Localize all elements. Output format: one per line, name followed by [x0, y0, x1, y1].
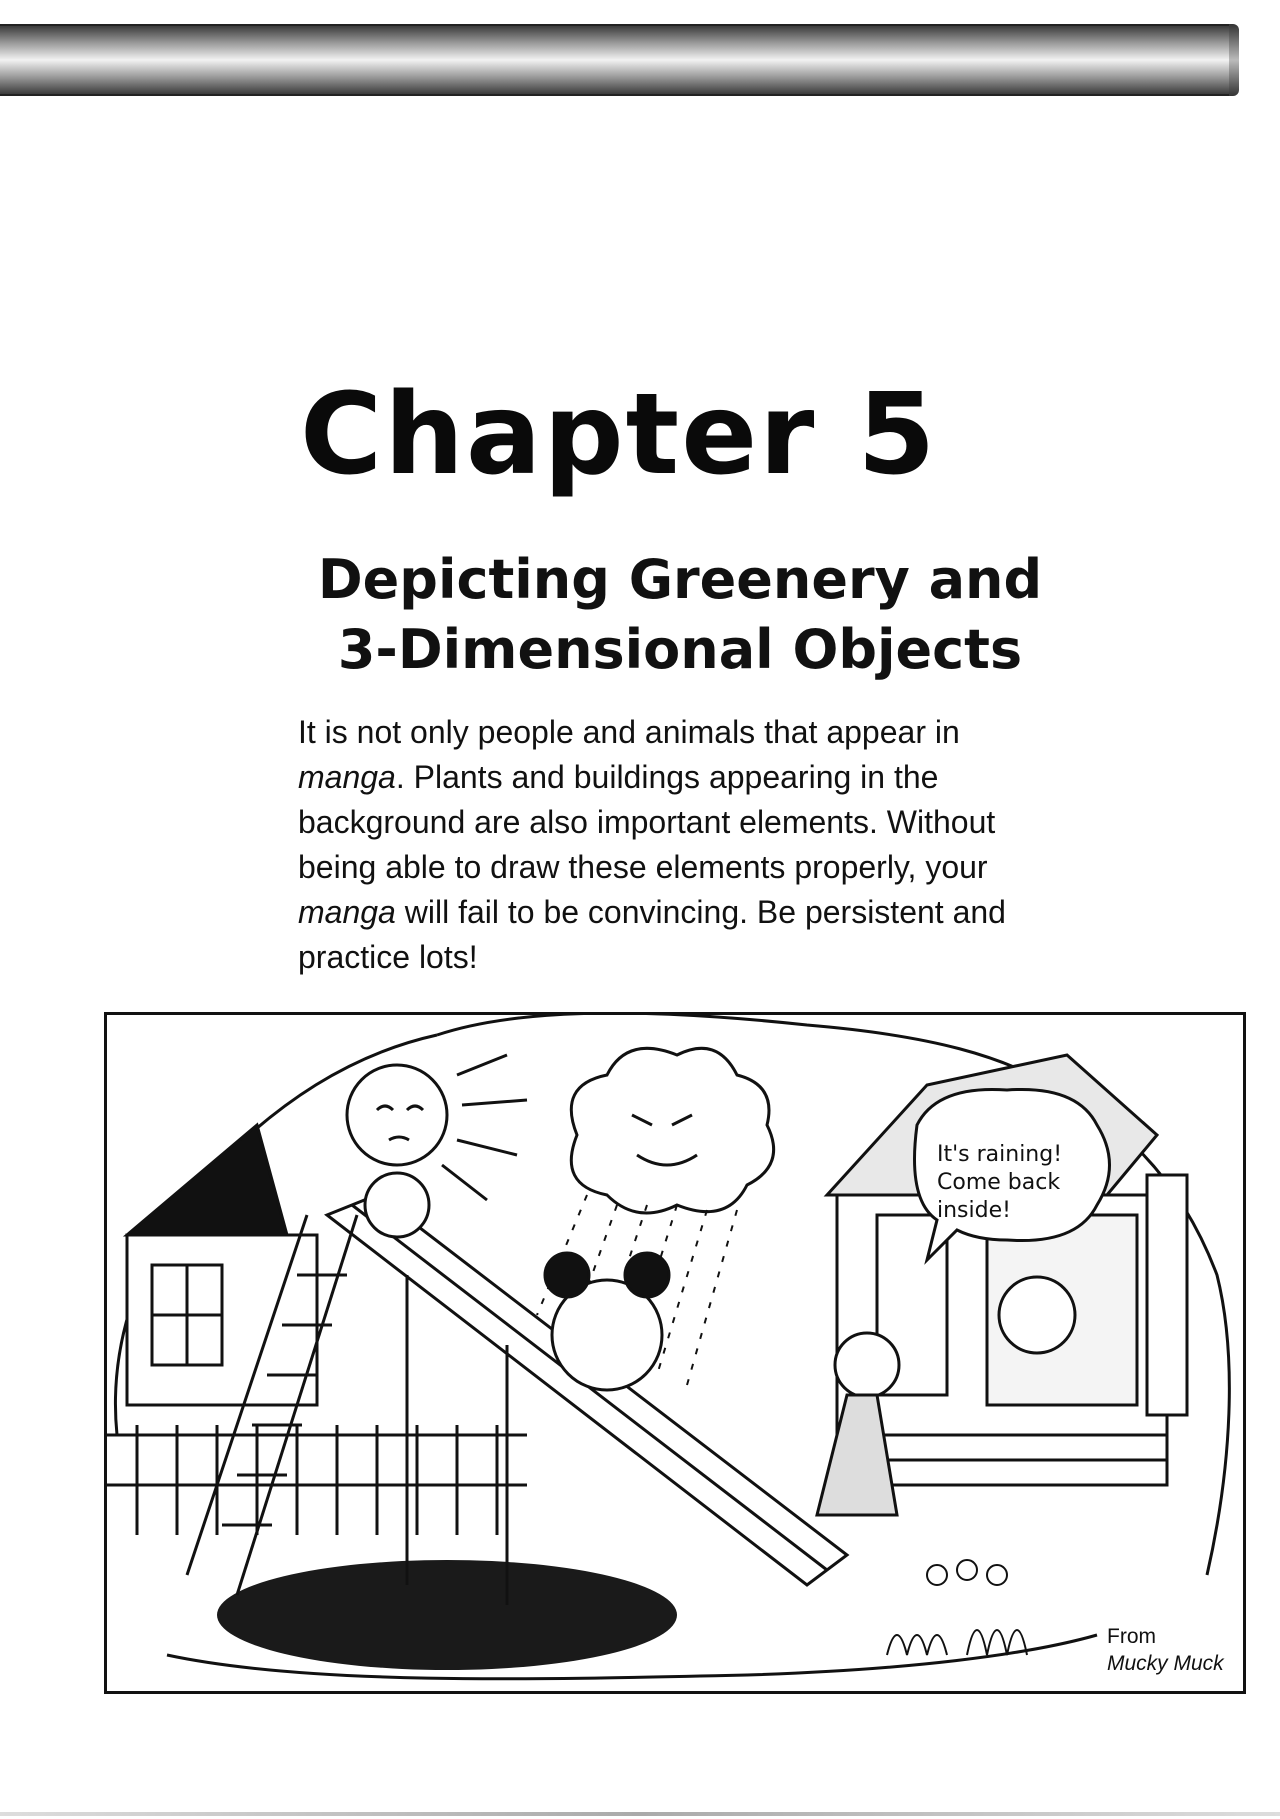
- intro-text-1: It is not only people and animals that appear in: [298, 714, 960, 750]
- cloud-character: [571, 1048, 773, 1213]
- ground-shadow: [217, 1560, 677, 1670]
- header-bar: [0, 24, 1233, 96]
- speech-line-1: It's raining!: [937, 1142, 1063, 1167]
- sun-character: [347, 1055, 527, 1200]
- intro-text-2: . Plants and buildings appearing in the background are also important elements. Without being able to draw these elements properly, your: [298, 759, 996, 885]
- illustration-credit: [1107, 1623, 1237, 1677]
- speech-line-3: inside!: [937, 1198, 1011, 1223]
- speech-line-2: Come back: [937, 1170, 1061, 1195]
- chapter-subtitle: [300, 545, 1060, 685]
- intro-text-3: will fail to be convincing. Be persistent and practice lots!: [298, 894, 1006, 975]
- subtitle-line-2: 3-Dimensional Objects: [337, 618, 1023, 681]
- credit-title: Mucky Muck: [1107, 1652, 1224, 1675]
- left-house: [127, 1125, 317, 1405]
- illustration-drawing: [107, 1015, 1243, 1691]
- speech-text: [937, 1141, 1087, 1225]
- subtitle-line-1: Depicting Greenery and: [317, 548, 1043, 611]
- intro-emphasis-1: manga: [298, 759, 396, 795]
- bottom-rule: [0, 1812, 1280, 1816]
- intro-emphasis-2: manga: [298, 894, 396, 930]
- intro-paragraph: [298, 710, 1058, 980]
- fence: [107, 1425, 527, 1535]
- credit-prefix: From: [1107, 1625, 1156, 1648]
- plants: [887, 1560, 1027, 1655]
- manga-illustration: [104, 1012, 1246, 1694]
- chapter-title: Chapter 5: [300, 370, 938, 500]
